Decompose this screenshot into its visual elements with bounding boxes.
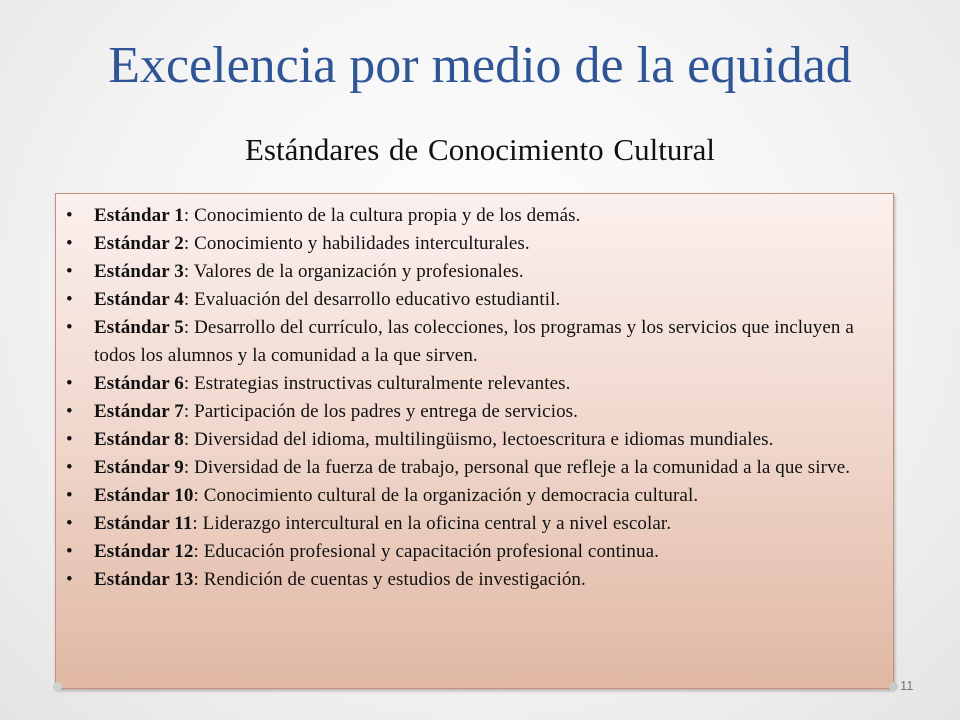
standard-label: Estándar 4 <box>94 289 184 310</box>
list-item <box>56 230 895 258</box>
standard-label: Estándar 13 <box>94 569 194 590</box>
list-item <box>56 398 895 426</box>
standard-text: : Valores de la organización y profesionales. <box>183 261 524 282</box>
corner-dot <box>53 682 62 691</box>
standard-text: : Desarrollo del currículo, las colecciones, los programas y los servicios que incluyen a todos los alumnos y la comunidad a la que sirven. <box>94 317 854 366</box>
standard-text: : Liderazgo intercultural en la oficina central y a nivel escolar. <box>192 513 672 534</box>
list-item <box>56 538 895 566</box>
list-item <box>56 454 895 482</box>
standard-label: Estándar 12 <box>94 541 194 562</box>
list-item <box>56 510 895 538</box>
list-item <box>56 370 895 398</box>
page-dot <box>889 682 898 691</box>
list-item <box>56 482 895 510</box>
standard-text: : Evaluación del desarrollo educativo estudiantil. <box>183 289 561 310</box>
standard-label: Estándar 5 <box>94 317 184 338</box>
standard-text: : Diversidad del idioma, multilingüismo, lectoescritura e idiomas mundiales. <box>183 429 774 450</box>
standard-text: : Conocimiento cultural de la organización y democracia cultural. <box>193 485 699 506</box>
standard-text: : Estrategias instructivas culturalmente relevantes. <box>183 373 571 394</box>
standard-text: : Diversidad de la fuerza de trabajo, personal que refleje a la comunidad a la que sirve. <box>183 457 851 478</box>
list-item <box>56 314 895 370</box>
standard-label: Estándar 7 <box>94 401 184 422</box>
standard-text: : Participación de los padres y entrega de servicios. <box>183 401 579 422</box>
list-item <box>56 202 895 230</box>
list-item <box>56 286 895 314</box>
page-number: 11 <box>900 678 914 693</box>
standard-label: Estándar 9 <box>94 457 184 478</box>
slide-subtitle: Estándares de Conocimiento Cultural <box>244 132 716 167</box>
list-item <box>56 258 895 286</box>
standard-label: Estándar 6 <box>94 373 184 394</box>
list-item <box>56 426 895 454</box>
standard-label: Estándar 8 <box>94 429 184 450</box>
standard-label: Estándar 2 <box>94 233 184 254</box>
standard-label: Estándar 1 <box>94 205 184 226</box>
standards-list <box>56 202 895 594</box>
list-item <box>56 566 895 594</box>
standard-label: Estándar 3 <box>94 261 184 282</box>
standard-text: : Conocimiento y habilidades interculturales. <box>183 233 530 254</box>
standard-text: : Rendición de cuentas y estudios de investigación. <box>193 569 586 590</box>
standard-label: Estándar 10 <box>94 485 194 506</box>
slide-title: Excelencia por medio de la equidad <box>108 37 852 94</box>
standard-label: Estándar 11 <box>94 513 193 534</box>
standard-text: : Conocimiento de la cultura propia y de los demás. <box>183 205 581 226</box>
standard-text: : Educación profesional y capacitación profesional continua. <box>193 541 659 562</box>
standards-box <box>55 193 894 689</box>
